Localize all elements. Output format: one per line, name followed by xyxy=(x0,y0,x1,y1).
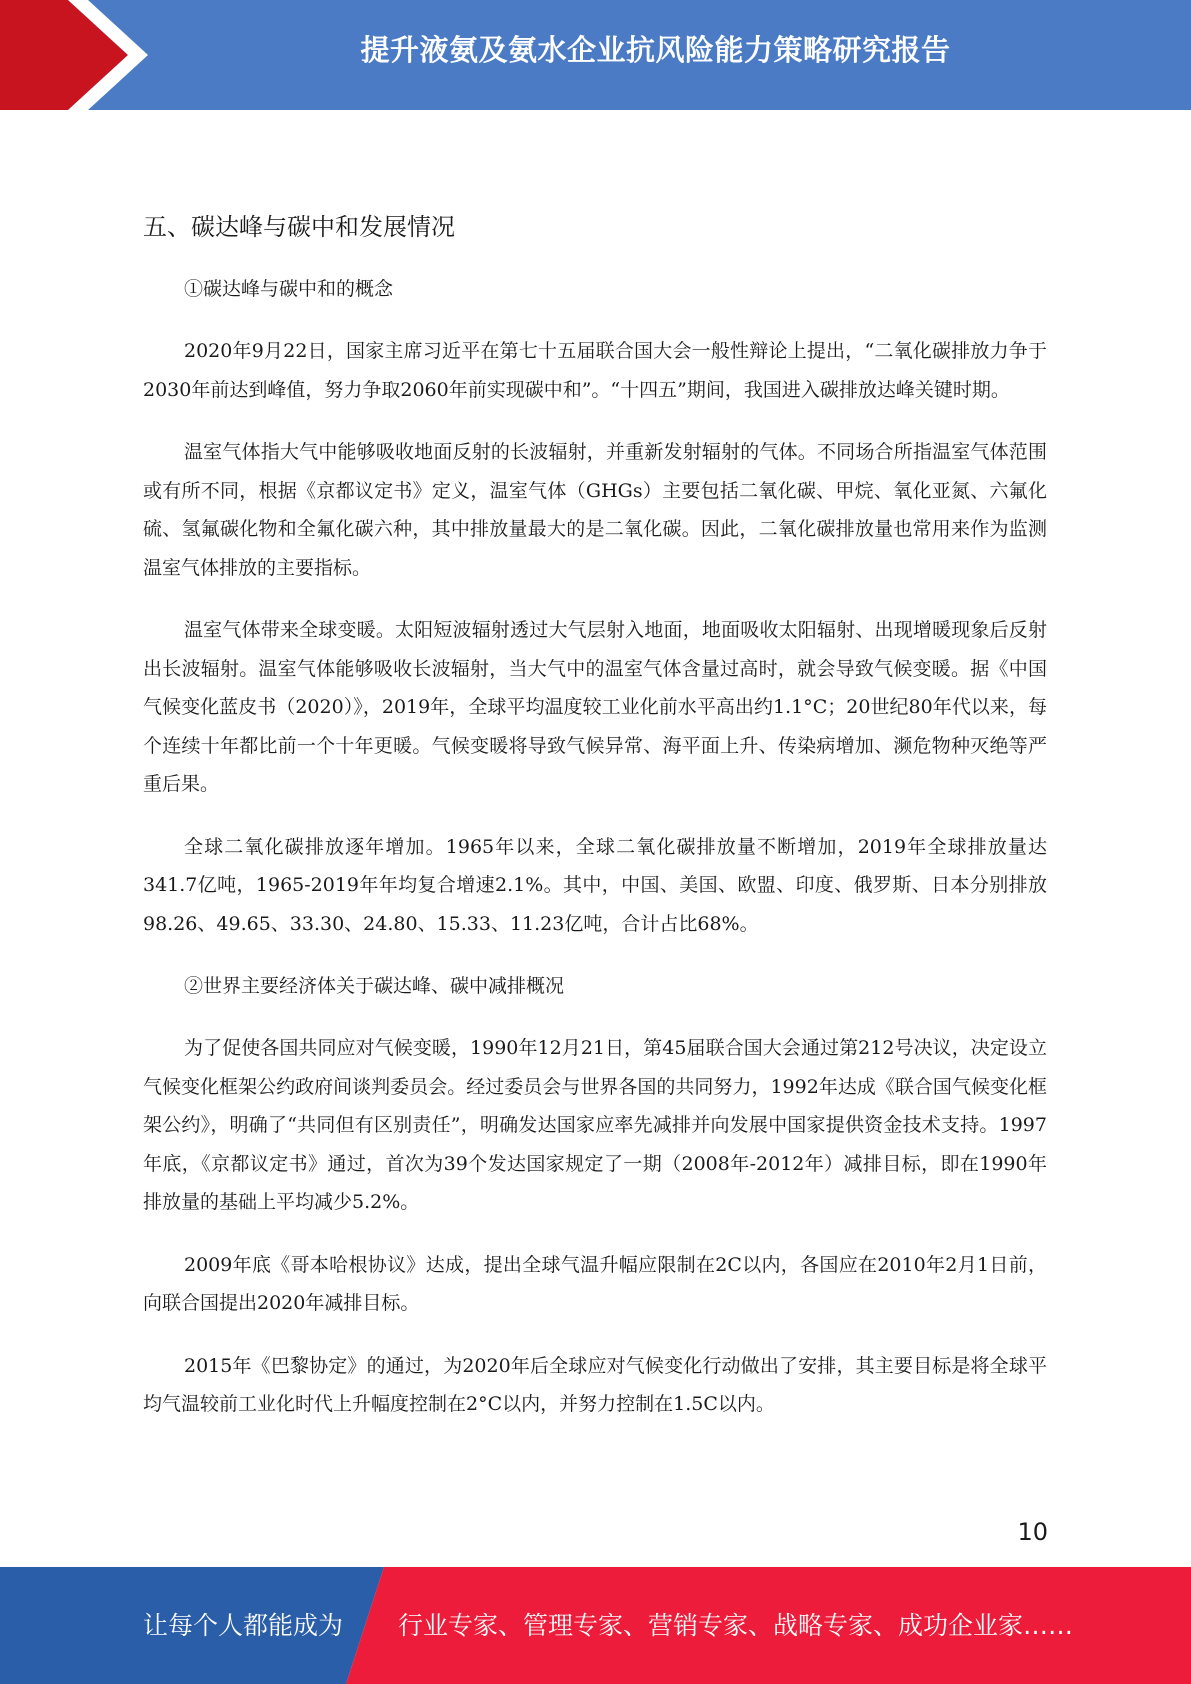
section-heading: 五、碳达峰与碳中和发展情况 xyxy=(143,213,455,241)
page-footer xyxy=(0,1567,1191,1684)
main-content xyxy=(143,200,1047,1448)
paragraph: 2015年《巴黎协定》的通过，为2020年后全球应对气候变化行动做出了安排，其主要目标是将全球平均气温较前工业化时代上升幅度控制在2°C以内，并努力控制在1.5C以内。 xyxy=(143,1354,1047,1415)
paragraph: 为了促使各国共同应对气候变暖，1990年12月21日，第45届联合国大会通过第212号决议，决定设立气候变化框架公约政府间谈判委员会。经过委员会与世界各国的共同努力，1992年达成《联合国气候变化框架公约》，明确了“共同但有区别责任”，明确发达国家应率先减排并向发展中国家提供资金技术支持。1997年底，《京都议定书》通过，首次为39个发达国家规定了一期（2008年-2012年）减排目标，即在1990年排放量的基础上平均减少5.2%。 xyxy=(143,1037,1047,1213)
subheading-world-economies: ②世界主要经济体关于碳达峰、碳中减排概况 xyxy=(184,975,565,997)
report-title: 提升液氨及氨水企业抗风险能力策略研究报告 xyxy=(360,33,951,67)
paragraph: 2009年底《哥本哈根协议》达成，提出全球气温升幅应限制在2C以内，各国应在2010年2月1日前，向联合国提出2020年减排目标。 xyxy=(143,1253,1047,1314)
paragraph: 温室气体指大气中能够吸收地面反射的长波辐射，并重新发射辐射的气体。不同场合所指温室气体范围或有所不同，根据《京都议定书》定义，温室气体（GHGs）主要包括二氧化碳、甲烷、氧化亚氮、六氟化硫、氢氟碳化物和全氟化碳六种，其中排放量最大的是二氧化碳。因此，二氧化碳排放量也常用来作为监测温室气体排放的主要指标。 xyxy=(143,441,1047,579)
page-header xyxy=(0,0,1191,110)
paragraph: 温室气体带来全球变暖。太阳短波辐射透过大气层射入地面，地面吸收太阳辐射、出现增暖现象后反射出长波辐射。温室气体能够吸收长波辐射，当大气中的温室气体含量过高时，就会导致气候变暖。据《中国气候变化蓝皮书（2020）》，2019年，全球平均温度较工业化前水平高出约1.1°C；20世纪80年代以来，每个连续十年都比前一个十年更暖。气候变暖将导致气候异常、海平面上升、传染病增加、濒危物种灭绝等严重后果。 xyxy=(143,619,1047,795)
footer-slogan-left: 让每个人都能成为 xyxy=(143,1611,344,1640)
footer-slogan-right: 行业专家、管理专家、营销专家、战略专家、成功企业家…… xyxy=(398,1611,1074,1640)
page-number: 10 xyxy=(1017,1518,1048,1546)
header-arrow-decoration xyxy=(0,0,160,110)
paragraph: 2020年9月22日，国家主席习近平在第七十五届联合国大会一般性辩论上提出，“二氧化碳排放力争于2030年前达到峰值，努力争取2060年前实现碳中和”。“十四五”期间，我国进入碳排放达峰关键时期。 xyxy=(143,340,1047,401)
paragraph: 全球二氧化碳排放逐年增加。1965年以来，全球二氧化碳排放量不断增加，2019年全球排放量达341.7亿吨，1965-2019年年均复合增速2.1%。其中，中国、美国、欧盟、印度、俄罗斯、日本分别排放98.26、49.65、33.30、24.80、15.33、11.23亿吨，合计占比68%。 xyxy=(143,835,1047,935)
subheading-carbon-concept: ①碳达峰与碳中和的概念 xyxy=(184,278,394,300)
